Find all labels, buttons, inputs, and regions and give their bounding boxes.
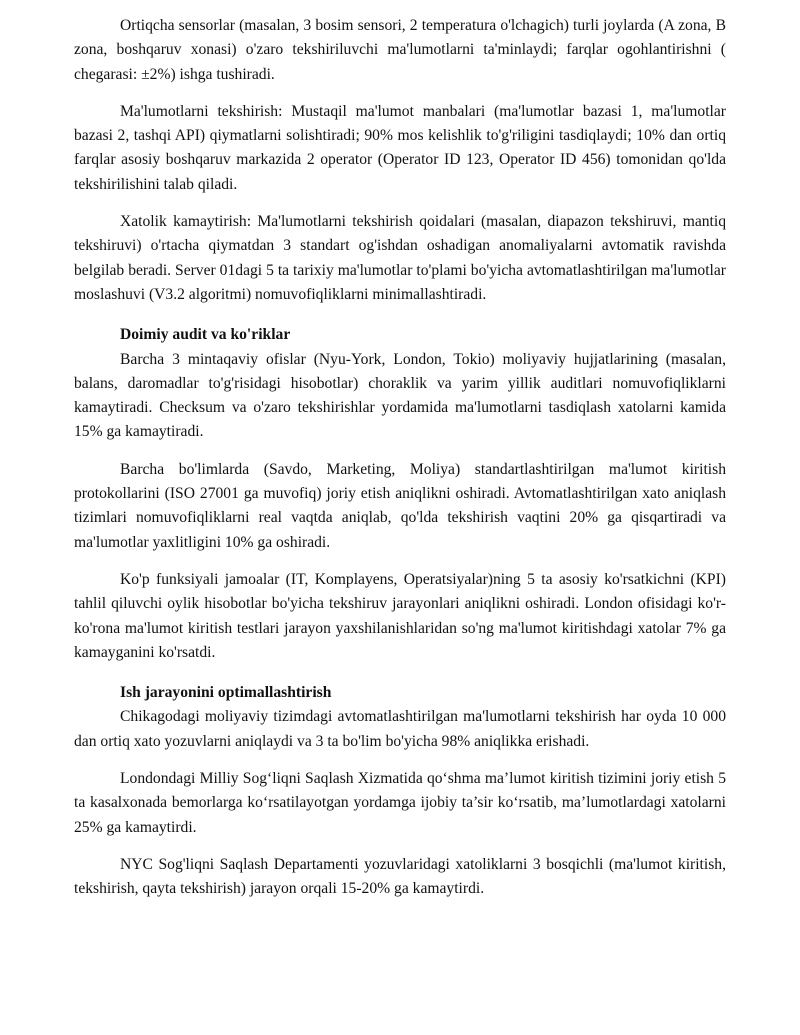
paragraph-standardized-protocols: Barcha bo'limlarda (Savdo, Marketing, Moliya) standartlashtirilgan ma'lumot kiritish protokollarini (ISO 27001 ga muvofiq) joriy etish aniqlikni oshiradi. Avtomatlashtirilgan xato aniqlash tizimlari nomuvofiqliklarni real vaqtda aniqlab, qo'lda tekshirish vaqtini 20% ga qisqartiradi va ma'lumotlar yaxlitligini 10% ga oshiradi. bbox=[74, 460, 726, 551]
section-heading-audit: Doimiy audit va ko'riklar bbox=[120, 326, 291, 344]
paragraph-error-reduction: Xatolik kamaytirish: Ma'lumotlarni tekshirish qoidalari (masalan, diapazon tekshiruvi, mantiq tekshiruvi) o'rtacha qiymatdan 3 standart og'ishdan oshadigan anomaliyalarni avtomatik ravishda belgilab beradi. Server 01dagi 5 ta tarixiy ma'lumotlar to'plami bo'yicha avtomatlashtirilgan ma'lumotlar moslashuvi (V3.2 algoritmi) nomuvofiqliklarni minimallashtiradi. bbox=[74, 213, 726, 303]
paragraph-chicago-verification: Chikagodagi moliyaviy tizimdagi avtomatlashtirilgan ma'lumotlarni tekshirish har oyda 10 000 dan ortiq xato yozuvlarni aniqlaydi va 3 ta bo'lim bo'yicha 98% aniqlikka erishadi. bbox=[74, 708, 726, 750]
paragraph-redundant-sensors: Ortiqcha sensorlar (masalan, 3 bosim sensori, 2 temperatura o'lchagich) turli joylarda (A zona, B zona, boshqaruv xonasi) o'zaro tekshiriluvchi ma'lumotlarni ta'minlaydi; farqlar ogohlantirishni ( chegarasi: ±2%) ishga tushiradi. bbox=[74, 17, 726, 83]
paragraph-london-nhs: Londondagi Milliy Sog‘liqni Saqlash Xizmatida qo‘shma ma’lumot kiritish tizimini joriy etish 5 ta kasalxonada bemorlarga ko‘rsatilayotgan yordamga ijobiy ta’sir ko‘rsatib, ma’lumotlardagi xatolarni 25% ga kamaytirdi. bbox=[74, 770, 726, 836]
paragraph-data-verification: Ma'lumotlarni tekshirish: Mustaqil ma'lumot manbalari (ma'lumotlar bazasi 1, ma'lumotlar bazasi 2, tashqi API) qiymatlarni solishtiradi; 90% mos kelishlik to'g'riligini tasdiqlaydi; 10% dan ortiq farqlar asosiy boshqaruv markazida 2 operator (Operator ID 123, Operator ID 456) tomonidan qo'lda tekshirilishini talab qiladi. bbox=[74, 102, 726, 193]
document-page bbox=[74, 14, 726, 902]
section-heading-workflow: Ish jarayonini optimallashtirish bbox=[120, 684, 332, 702]
paragraph-regional-audits: Barcha 3 mintaqaviy ofislar (Nyu-York, London, Tokio) moliyaviy hujjatlarining (masalan, balans, daromadlar to'g'risidagi hisobotlar) choraklik va yarim yillik auditlari nomuvofiqliklarni kamaytiradi. Checksum va o'zaro tekshirishlar yordamida ma'lumotlarni tasdiqlash xatolarni kamida 15% ga kamaytiradi. bbox=[74, 350, 726, 441]
paragraph-nyc-health: NYC Sog'liqni Saqlash Departamenti yozuvlaridagi xatoliklarni 3 bosqichli (ma'lumot kiritish, tekshirish, qayta tekshirish) jarayon orqali 15-20% ga kamaytirdi. bbox=[74, 855, 726, 898]
paragraph-cross-functional-teams: Ko'p funksiyali jamoalar (IT, Komplayens, Operatsiyalar)ning 5 ta asosiy ko'rsatkichni (KPI) tahlil qiluvchi oylik hisobotlar bo'yicha tekshiruv jarayonlari aniqlikni oshiradi. London ofisidagi ko'r-ko'rona ma'lumot kiritish testlari jarayon yaxshilanishlaridan so'ng ma'lumot kiritishdagi xatolar 7% ga kamayganini ko'rsatdi. bbox=[74, 570, 726, 661]
